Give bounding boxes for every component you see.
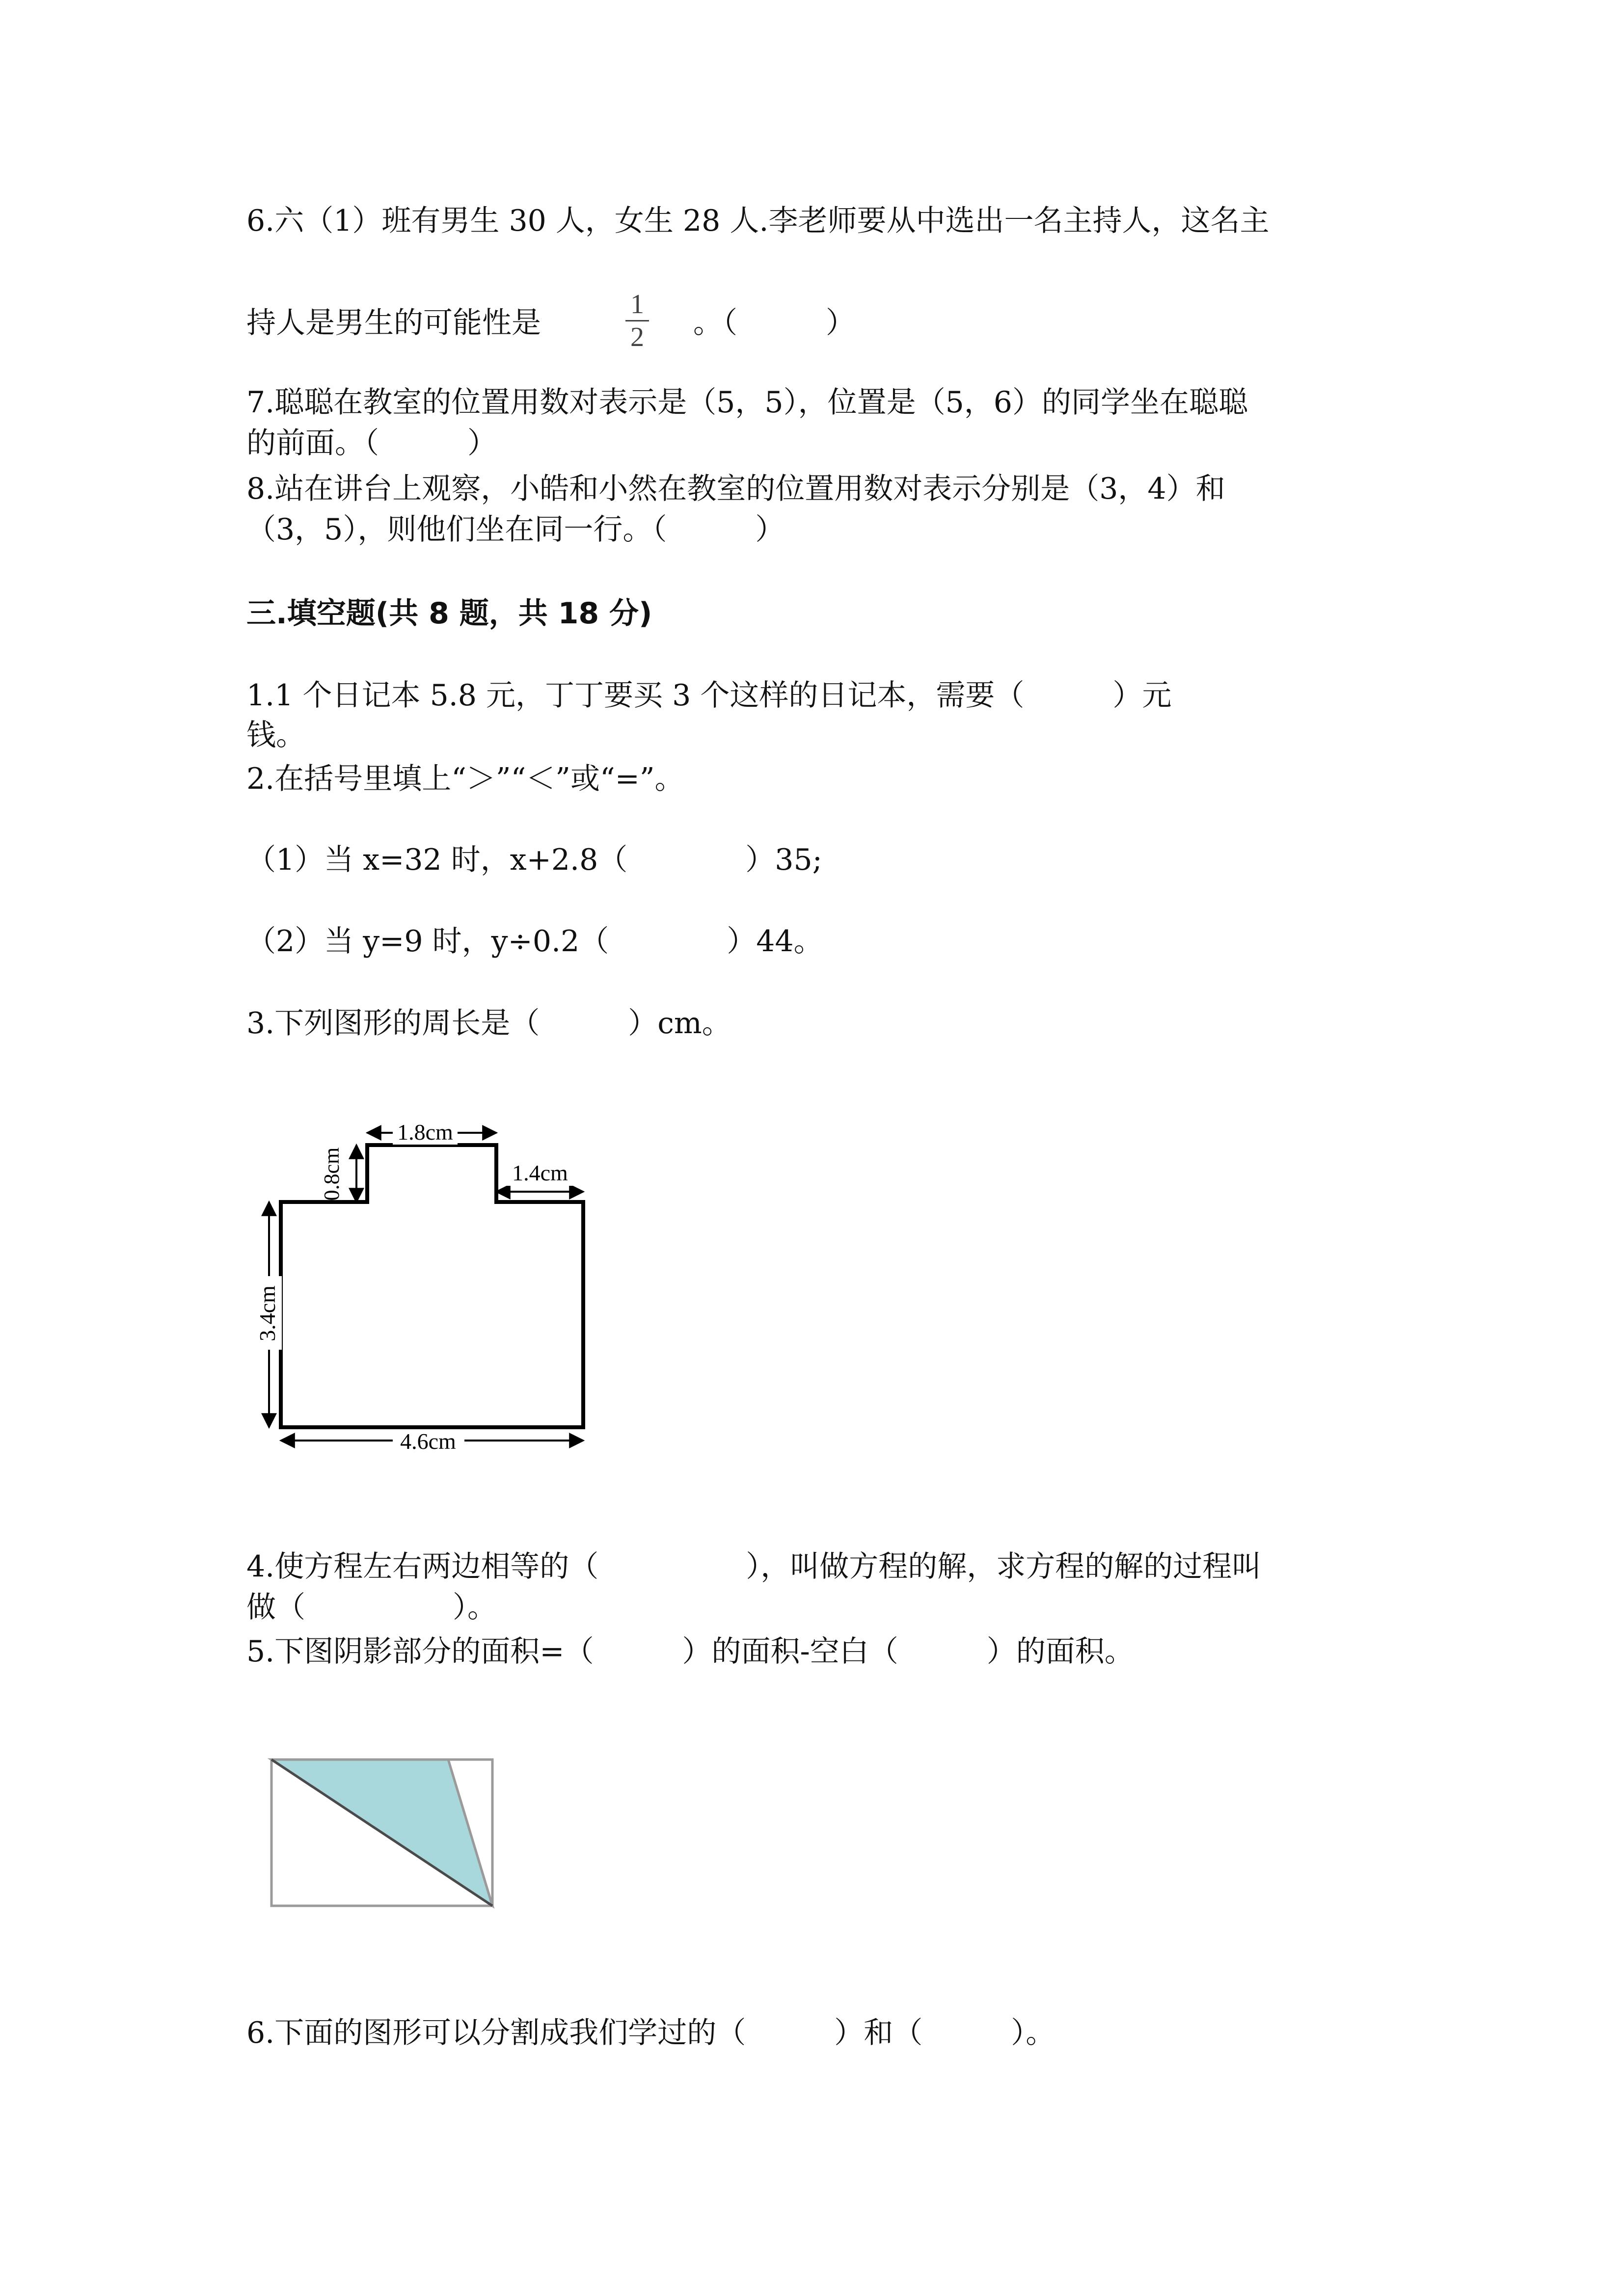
label-left-small: 0.8cm [320,1147,344,1201]
label-right: 1.4cm [512,1160,568,1185]
section-heading: 三.填空题(共 8 题，共 18 分) [246,596,652,631]
s3-q1-line1: 1.1 个日记本 5.8 元，丁丁要买 3 个这样的日记本，需要（ ）元 [246,678,1172,713]
fraction-bar [625,320,649,321]
label-top: 1.8cm [397,1120,453,1145]
s3-q4-line2: 做（ ）。 [246,1590,497,1625]
shaded-area-figure [265,1752,501,1914]
q7-text-line2: 的前面。（ ） [246,426,497,460]
q6-text-line2-start: 持人是男生的可能性是 [246,306,541,340]
s3-q1-line2: 钱。 [246,718,305,752]
s3-q2-sub1: （1）当 x=32 时，x+2.8（ ）35; [246,843,822,877]
s3-q5-line1: 5.下图阴影部分的面积=（ ）的面积-空白（ ）的面积。 [246,1634,1134,1669]
q6-text-line2-end: 。（ ） [693,306,855,340]
s3-q4-line1: 4.使方程左右两边相等的（ ），叫做方程的解，求方程的解的过程叫 [246,1549,1262,1584]
q7-text-line1: 7.聪聪在教室的位置用数对表示是（5，5），位置是（5，6）的同学坐在聪聪 [246,385,1248,420]
q8-text-line2: （3，5），则他们坐在同一行。（ ） [246,512,785,547]
s3-q6-line1: 6.下面的图形可以分割成我们学过的（ ）和（ ）。 [246,2016,1056,2050]
s3-q2-line1: 2.在括号里填上“＞”“＜”或“=”。 [246,762,684,796]
q8-text-line1: 8.站在讲台上观察，小皓和小然在教室的位置用数对表示分别是（3，4）和 [246,472,1225,506]
fraction-denominator: 2 [630,322,644,352]
s3-q3-line1: 3.下列图形的周长是（ ）cm。 [246,1006,731,1041]
label-left: 3.4cm [255,1285,280,1341]
s3-q2-sub2: （2）当 y=9 时，y÷0.2（ ）44。 [246,924,823,959]
q6-fraction [623,291,652,351]
q6-text-line1: 6.六（1）班有男生 30 人，女生 28 人.李老师要从中选出一名主持人，这名主 [246,204,1270,238]
perimeter-figure [245,1114,599,1477]
label-bottom: 4.6cm [400,1429,456,1454]
fraction-numerator: 1 [630,289,644,320]
